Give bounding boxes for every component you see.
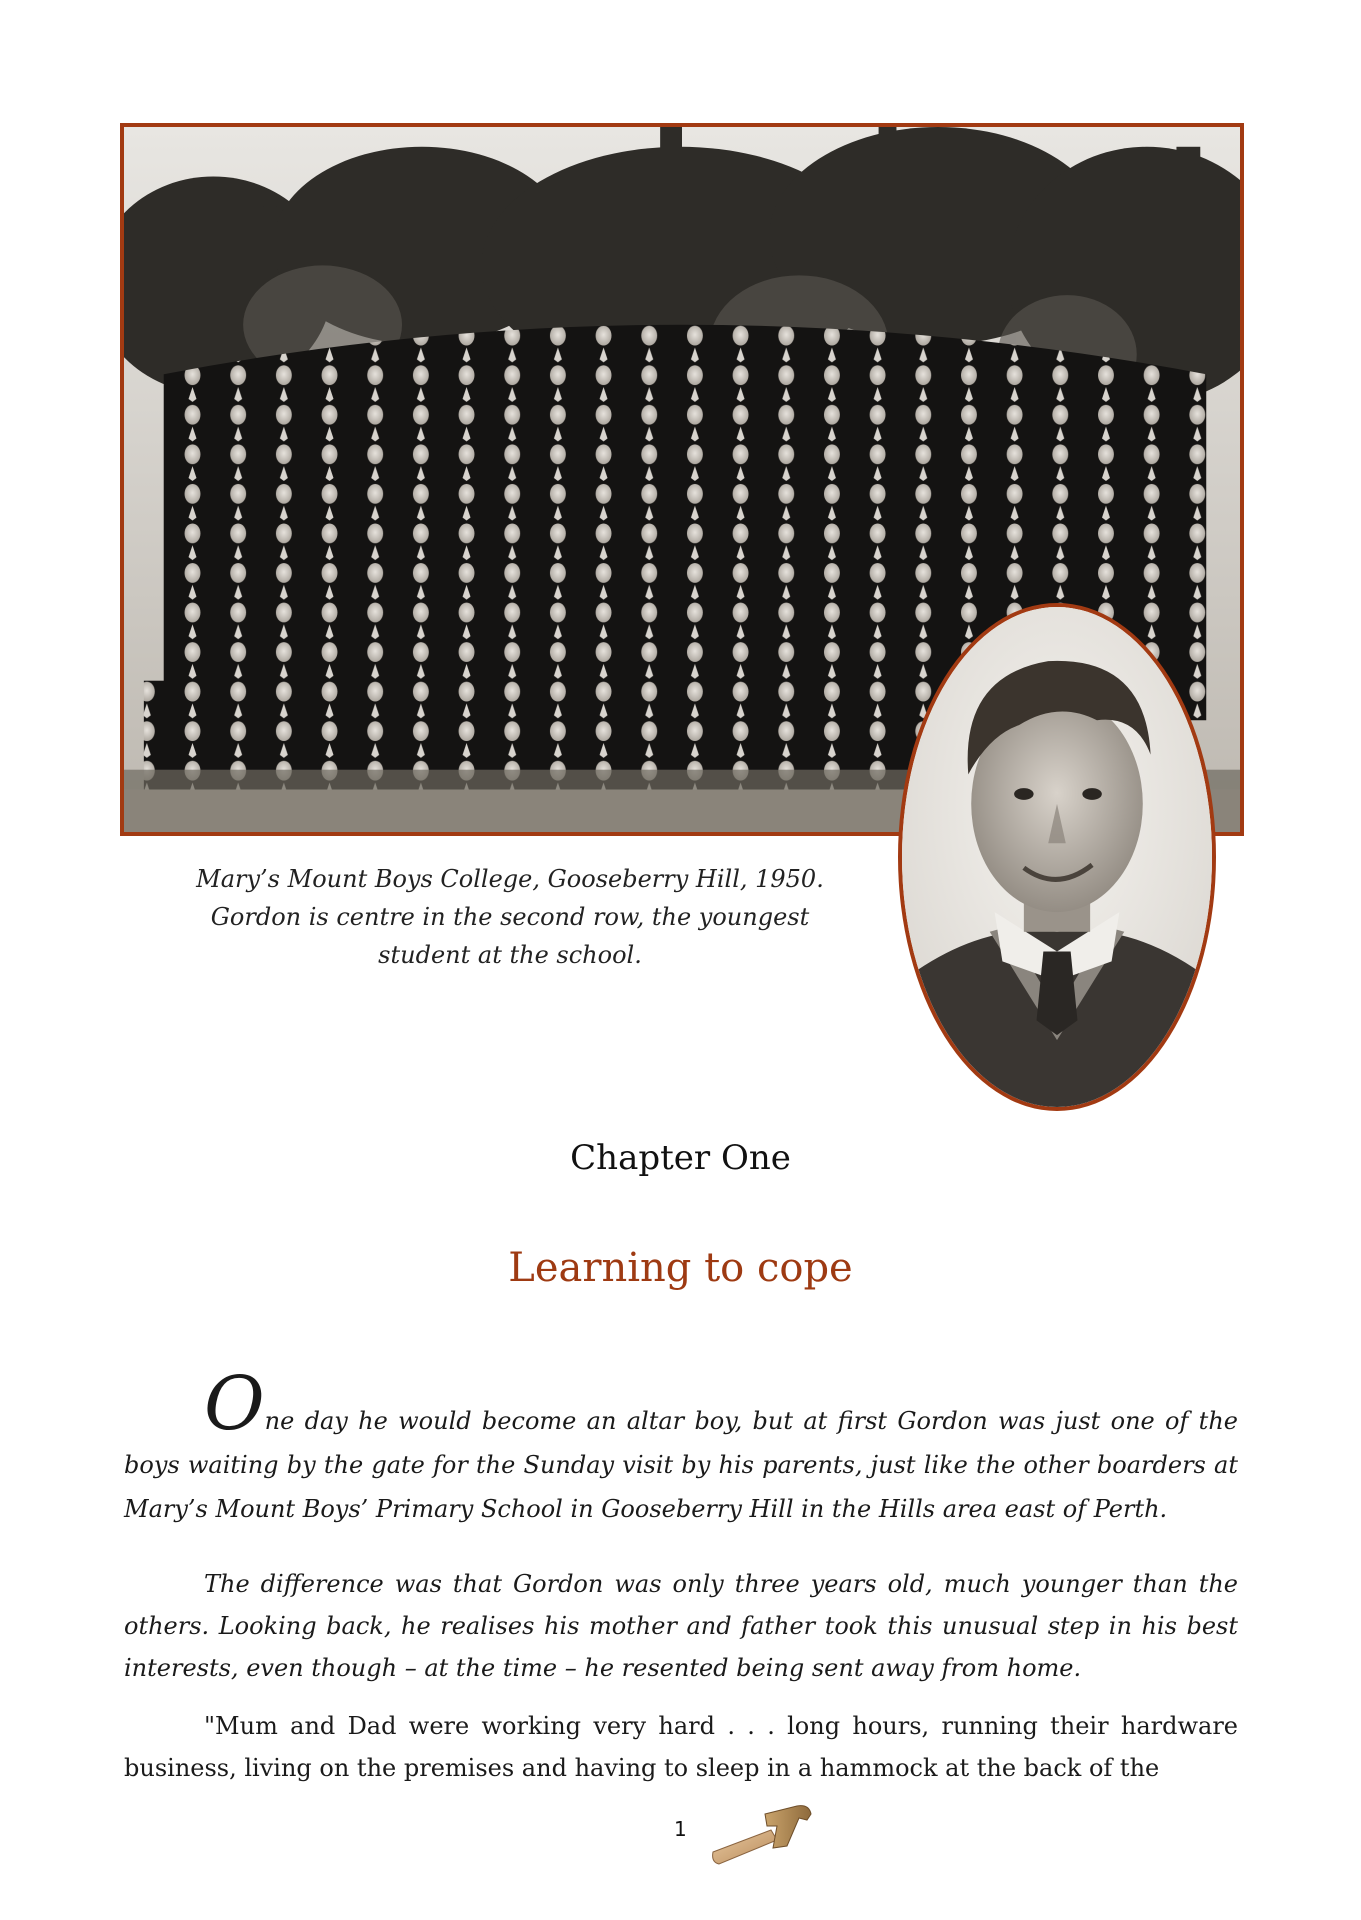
paragraph-1 — [124, 1361, 1238, 1531]
chapter-title: Learning to cope — [508, 1245, 853, 1291]
portrait-photo — [898, 603, 1216, 1111]
portrait-image — [902, 607, 1212, 1107]
caption-line: Gordon is centre in the second row, the youngest — [210, 903, 810, 931]
hammer-icon — [707, 1800, 817, 1870]
drop-cap: O — [204, 1361, 265, 1447]
caption-line: student at the school. — [378, 941, 642, 969]
page-number: 1 — [674, 1817, 687, 1841]
caption-line: Mary’s Mount Boys College, Gooseberry Hill, 1950. — [196, 865, 824, 893]
paragraph-3: "Mum and Dad were working very hard . . . long hours, running their hardware business, living on the premises and having to sleep in a hammock at the back of the — [124, 1712, 1238, 1782]
photo-caption — [170, 860, 850, 974]
paragraph-2: The difference was that Gordon was only three years old, much younger than the others. Looking back, he realises his mother and father took this unusual step in his best interests, even though – at the time – he resented being sent away from home. — [124, 1570, 1238, 1682]
paragraph-1-text: ne day he would become an altar boy, but at first Gordon was just one of the boys waiting by the gate for the Sunday visit by his parents, just like the other boarders at Mary’s Mount Boys’ Primary School in Gooseberry Hill in the Hills area east of Perth. — [124, 1407, 1238, 1523]
chapter-number: Chapter One — [570, 1138, 791, 1178]
